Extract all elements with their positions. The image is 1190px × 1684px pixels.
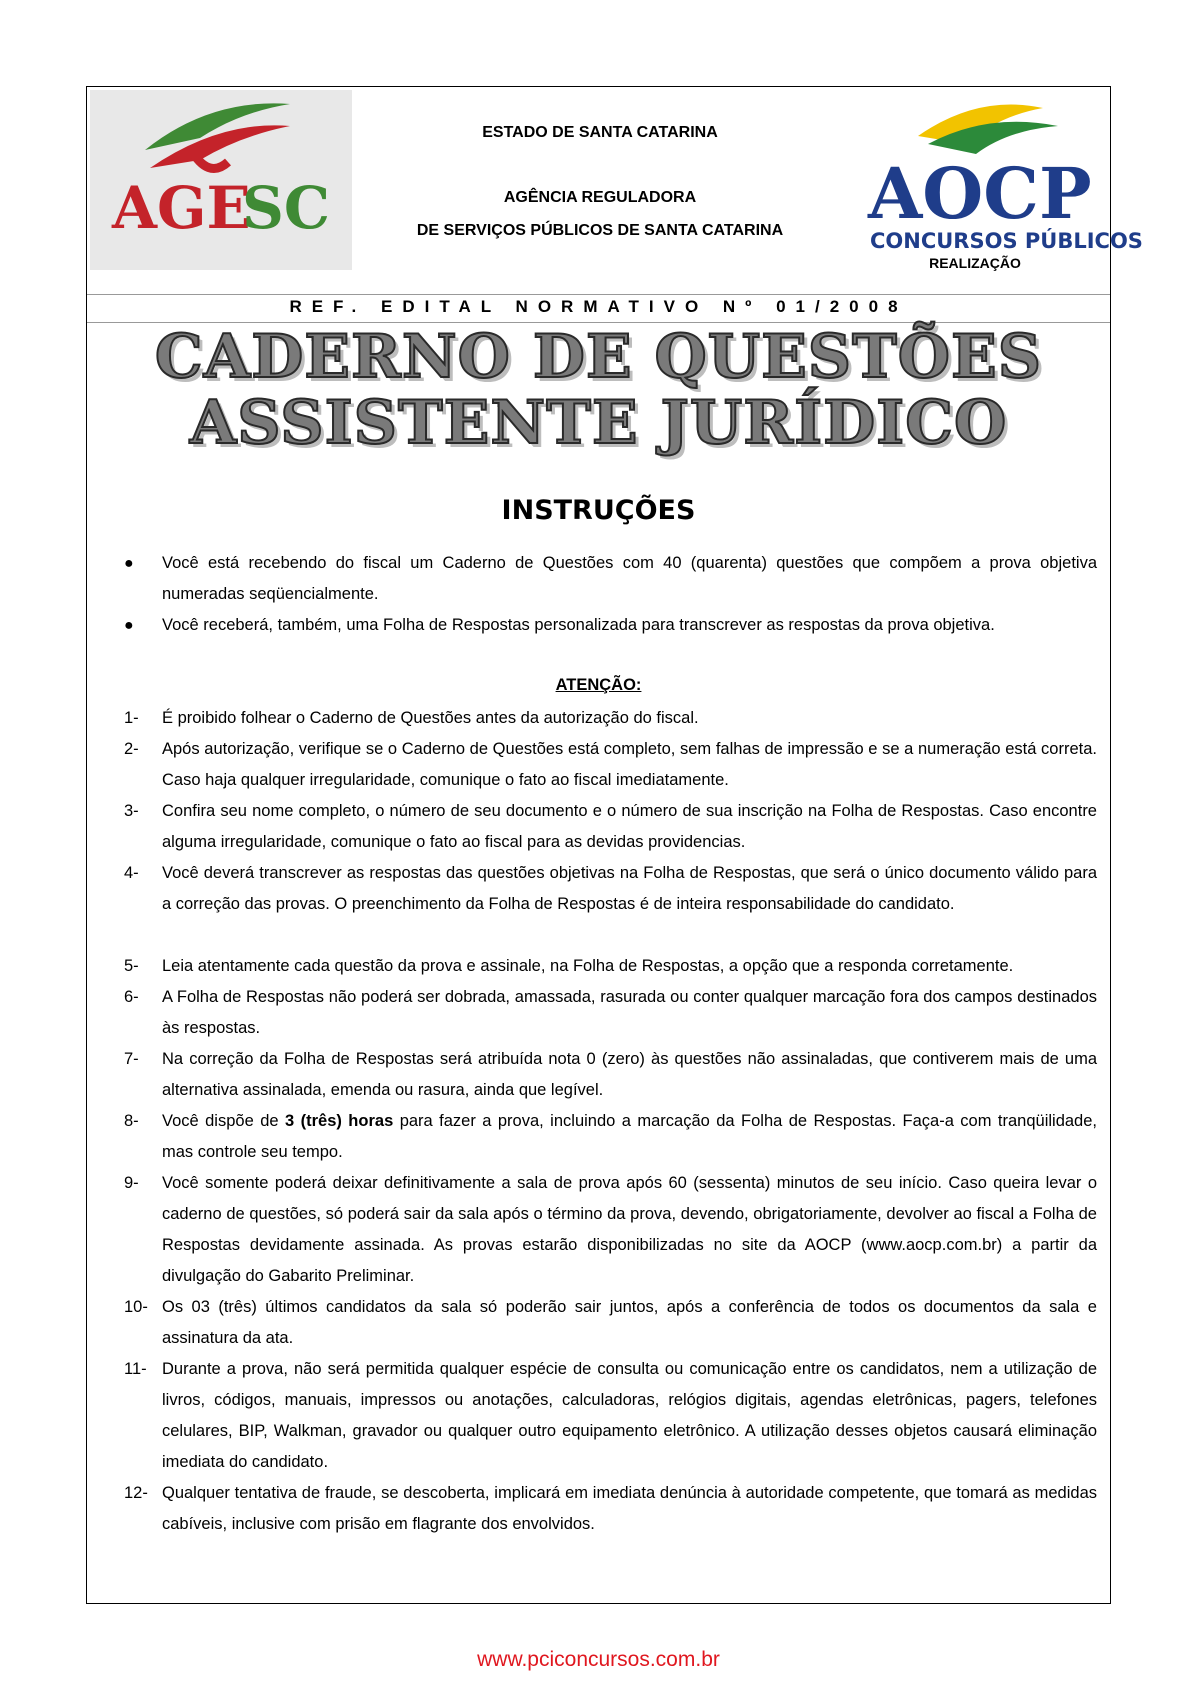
item-text: Os 03 (três) últimos candidatos da sala só poderão sair juntos, após a conferência de todos os documentos da sala e assinatura da ata. — [162, 1298, 1097, 1347]
item-number: 8- — [124, 1112, 139, 1130]
item-number: 7- — [124, 1050, 139, 1068]
bullet-text: Você receberá, também, uma Folha de Respostas personalizada para transcrever as respostas da prova objetiva. — [162, 616, 995, 634]
list-item — [124, 858, 1097, 920]
title-caderno: CADERNO DE QUESTÕES — [154, 322, 1043, 392]
header-agency-line1: AGÊNCIA REGULADORA — [503, 189, 697, 206]
item-text: É proibido folhear o Caderno de Questões antes da autorização do fiscal. — [162, 709, 699, 727]
list-item — [124, 951, 1097, 982]
list-item — [124, 1168, 1097, 1292]
item-text: Qualquer tentativa de fraude, se descoberta, implicará em imediata denúncia à autoridade competente, que tomará as medidas cabíveis, inclusive com prisão em flagrante dos envolvidos. — [162, 1484, 1097, 1533]
item-number: 4- — [124, 864, 139, 882]
list-item — [124, 1044, 1097, 1106]
footer-link[interactable]: www.pciconcursos.com.br — [477, 1648, 720, 1671]
list-item — [124, 982, 1097, 1044]
item-text-before: Você dispõe de — [162, 1112, 285, 1130]
item-number: 6- — [124, 988, 139, 1006]
item-number: 5- — [124, 957, 139, 975]
svg-text:AGE: AGE — [112, 174, 251, 242]
attention-title: ATENÇÃO: — [555, 676, 642, 694]
item-text: A Folha de Respostas não poderá ser dobrada, amassada, rasurada ou conter qualquer marcação fora dos campos destinados às respostas. — [162, 988, 1097, 1037]
divider-top — [87, 294, 1110, 295]
header-state: ESTADO DE SANTA CATARINA — [482, 124, 718, 141]
item-text: Leia atentamente cada questão da prova e assinale, na Folha de Respostas, a opção que a responda corretamente. — [162, 957, 1014, 975]
list-item — [124, 1354, 1097, 1478]
item-number: 11- — [124, 1360, 147, 1378]
item-number: 1- — [124, 709, 139, 727]
title-cargo: ASSISTENTE JURÍDICO — [189, 388, 1008, 458]
bullet-text: Você está recebendo do fiscal um Caderno de Questões com 40 (quarenta) questões que compõem a prova objetiva numeradas seqüencialmente. — [162, 554, 1097, 603]
item-number: 12- — [124, 1484, 148, 1502]
item-text-after: para fazer a prova, incluindo a marcação da Folha de Respostas. Faça-a com tranqüilidade, mas controle seu tempo. — [162, 1112, 1097, 1161]
list-item — [124, 734, 1097, 796]
svg-text:AOCP: AOCP — [868, 152, 1092, 235]
list-item — [124, 1478, 1097, 1540]
realizacao-label: REALIZAÇÃO — [929, 255, 1021, 271]
svg-text:SC: SC — [242, 174, 331, 242]
item-text: Após autorização, verifique se o Caderno de Questões está completo, sem falhas de impressão e se a numeração está correta. Caso haja qualquer irregularidade, comunique o fato ao fiscal imediatamente. — [162, 740, 1097, 789]
bullet-item — [124, 548, 1097, 610]
list-item — [124, 1292, 1097, 1354]
item-text-bold: 3 (três) horas — [285, 1112, 394, 1130]
list-item — [124, 703, 1097, 734]
item-number: 3- — [124, 802, 139, 820]
aocp-logo — [858, 96, 1143, 256]
item-text: Na correção da Folha de Respostas será atribuída nota 0 (zero) às questões não assinaladas, que contiverem mais de uma alternativa assinalada, emenda ou rasura, ainda que legível. — [162, 1050, 1097, 1099]
edital-reference: REF. EDITAL NORMATIVO Nº 01/2008 — [289, 297, 908, 316]
header-agency-line2: DE SERVIÇOS PÚBLICOS DE SANTA CATARINA — [416, 222, 784, 239]
agesc-leaf-red — [150, 125, 290, 168]
item-text: Confira seu nome completo, o número de seu documento e o número de sua inscrição na Folha de Respostas. Caso encontre alguma irregularidade, comunique o fato ao fiscal para as devidas providencias. — [162, 802, 1097, 851]
item-text: Você deverá transcrever as respostas das questões objetivas na Folha de Respostas, que será o único documento válido para a correção das provas. O preenchimento da Folha de Respostas é de inteira responsabilidade do candidato. — [162, 864, 1097, 913]
svg-text:CONCURSOS PÚBLICOS: CONCURSOS PÚBLICOS — [870, 229, 1143, 253]
instructions-title: INSTRUÇÕES — [501, 495, 696, 526]
list-item — [124, 796, 1097, 858]
item-text: Você somente poderá deixar definitivamente a sala de prova após 60 (sessenta) minutos de seu início. Caso queira levar o caderno de questões, só poderá sair da sala após o término da prova, devendo, obrigatoriamente, devolver ao fiscal a Folha de Respostas devidamente assinada. As provas estarão disponibilizadas no site da AOCP (www.aocp.com.br) a partir da divulgação do Gabarito Preliminar. — [162, 1174, 1097, 1285]
item-number: 10- — [124, 1298, 148, 1316]
item-number: 2- — [124, 740, 139, 758]
bullet-dot: ● — [124, 555, 134, 572]
list-item — [124, 1106, 1097, 1168]
bullet-item — [124, 610, 1097, 641]
item-number: 9- — [124, 1174, 139, 1192]
bullet-dot: ● — [124, 617, 134, 634]
item-text: Durante a prova, não será permitida qualquer espécie de consulta ou comunicação entre os candidatos, nem a utilização de livros, códigos, manuais, impressos ou anotações, calculadoras, relógios digitais, agendas eletrônicas, pagers, telefones celulares, BIP, Walkman, gravador ou qualquer outro equipamento eletrônico. A utilização desses objetos causará eliminação imediata do candidato. — [162, 1360, 1097, 1471]
agesc-logo — [90, 90, 352, 270]
